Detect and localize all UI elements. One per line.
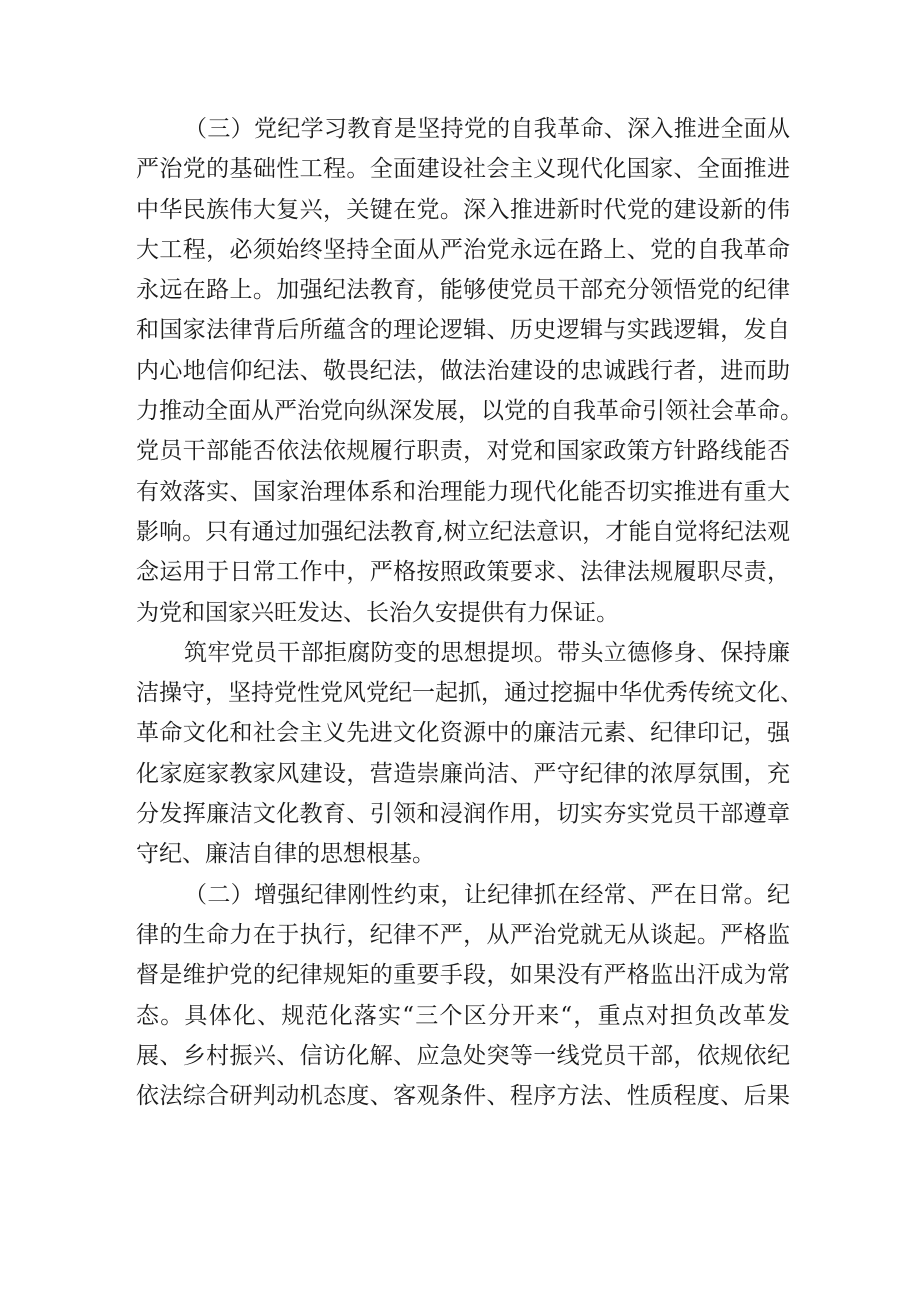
text-line: 化家庭家教家风建设，营造崇廉尚洁、严守纪律的浓厚氛围，充 (136, 760, 790, 787)
paragraph-discipline-constraint (136, 875, 790, 1117)
text-line: 依法综合研判动机态度、客观条件、程序方法、性质程度、后果 (136, 1083, 790, 1110)
paragraph-anti-corruption-foundation (136, 633, 803, 875)
text-line: 为党和国家兴旺发达、长治久安提供有力保证。 (136, 599, 619, 626)
text-line: 筑牢党员干部拒腐防变的思想提坝。带头立德修身、保持廉 (184, 639, 790, 666)
paragraph-party-discipline-education (136, 109, 803, 633)
text-line: 影响。只有通过加强纪法教育,树立纪法意识，才能自觉将纪法观 (136, 518, 790, 545)
text-line: 党员干部能否依法依规履行职责，对党和国家政策方针路线能否 (136, 438, 790, 465)
text-line: （二）增强纪律刚性约束，让纪律抓在经常、严在日常。纪 (184, 881, 790, 908)
text-line: 态。具体化、规范化落实“三个区分开来“，重点对担负改革发 (136, 1002, 790, 1029)
document-body (136, 109, 803, 1116)
text-line: 有效落实、国家治理体系和治理能力现代化能否切实推进有重大 (136, 478, 790, 505)
text-line: 守纪、廉洁自律的思想根基。 (136, 841, 435, 868)
text-line: 洁操守，坚持党性党风党纪一起抓，通过挖掘中华优秀传统文化、 (136, 680, 803, 707)
text-line: 念运用于日常工作中，严格按照政策要求、法律法规履职尽责， (136, 559, 790, 586)
text-line: 律的生命力在于执行，纪律不严，从严治党就无从谈起。严格监 (136, 921, 790, 948)
text-line: 革命文化和社会主义先进文化资源中的廉洁元素、纪律印记，强 (136, 720, 790, 747)
text-line: （三）党纪学习教育是坚持党的自我革命、深入推进全面从 (184, 116, 790, 142)
text-line: 严治党的基础性工程。全面建设社会主义现代化国家、全面推进 (136, 156, 790, 183)
text-line: 督是维护党的纪律规矩的重要手段，如果没有严格监出汗成为常 (136, 962, 790, 989)
text-line: 和国家法律背后所蕴含的理论逻辑、历史逻辑与实践逻辑，发自 (136, 317, 790, 344)
text-line: 内心地信仰纪法、敬畏纪法，做法治建设的忠诚践行者，进而助 (136, 357, 790, 384)
text-line: 永远在路上。加强纪法教育，能够使党员干部充分领悟党的纪律 (136, 277, 790, 304)
text-line: 大工程，必须始终坚持全面从严治党永远在路上、党的自我革命 (136, 236, 790, 263)
text-line: 分发挥廉洁文化教育、引领和浸润作用，切实夯实党员干部遵章 (136, 801, 790, 828)
text-line: 力推动全面从严治党向纵深发展，以党的自我革命引领社会革命。 (136, 398, 803, 425)
text-line: 展、乡村振兴、信访化解、应急处突等一线党员干部，依规依纪 (136, 1042, 790, 1069)
text-line: 中华民族伟大复兴，关键在党。深入推进新时代党的建设新的伟 (136, 196, 790, 223)
